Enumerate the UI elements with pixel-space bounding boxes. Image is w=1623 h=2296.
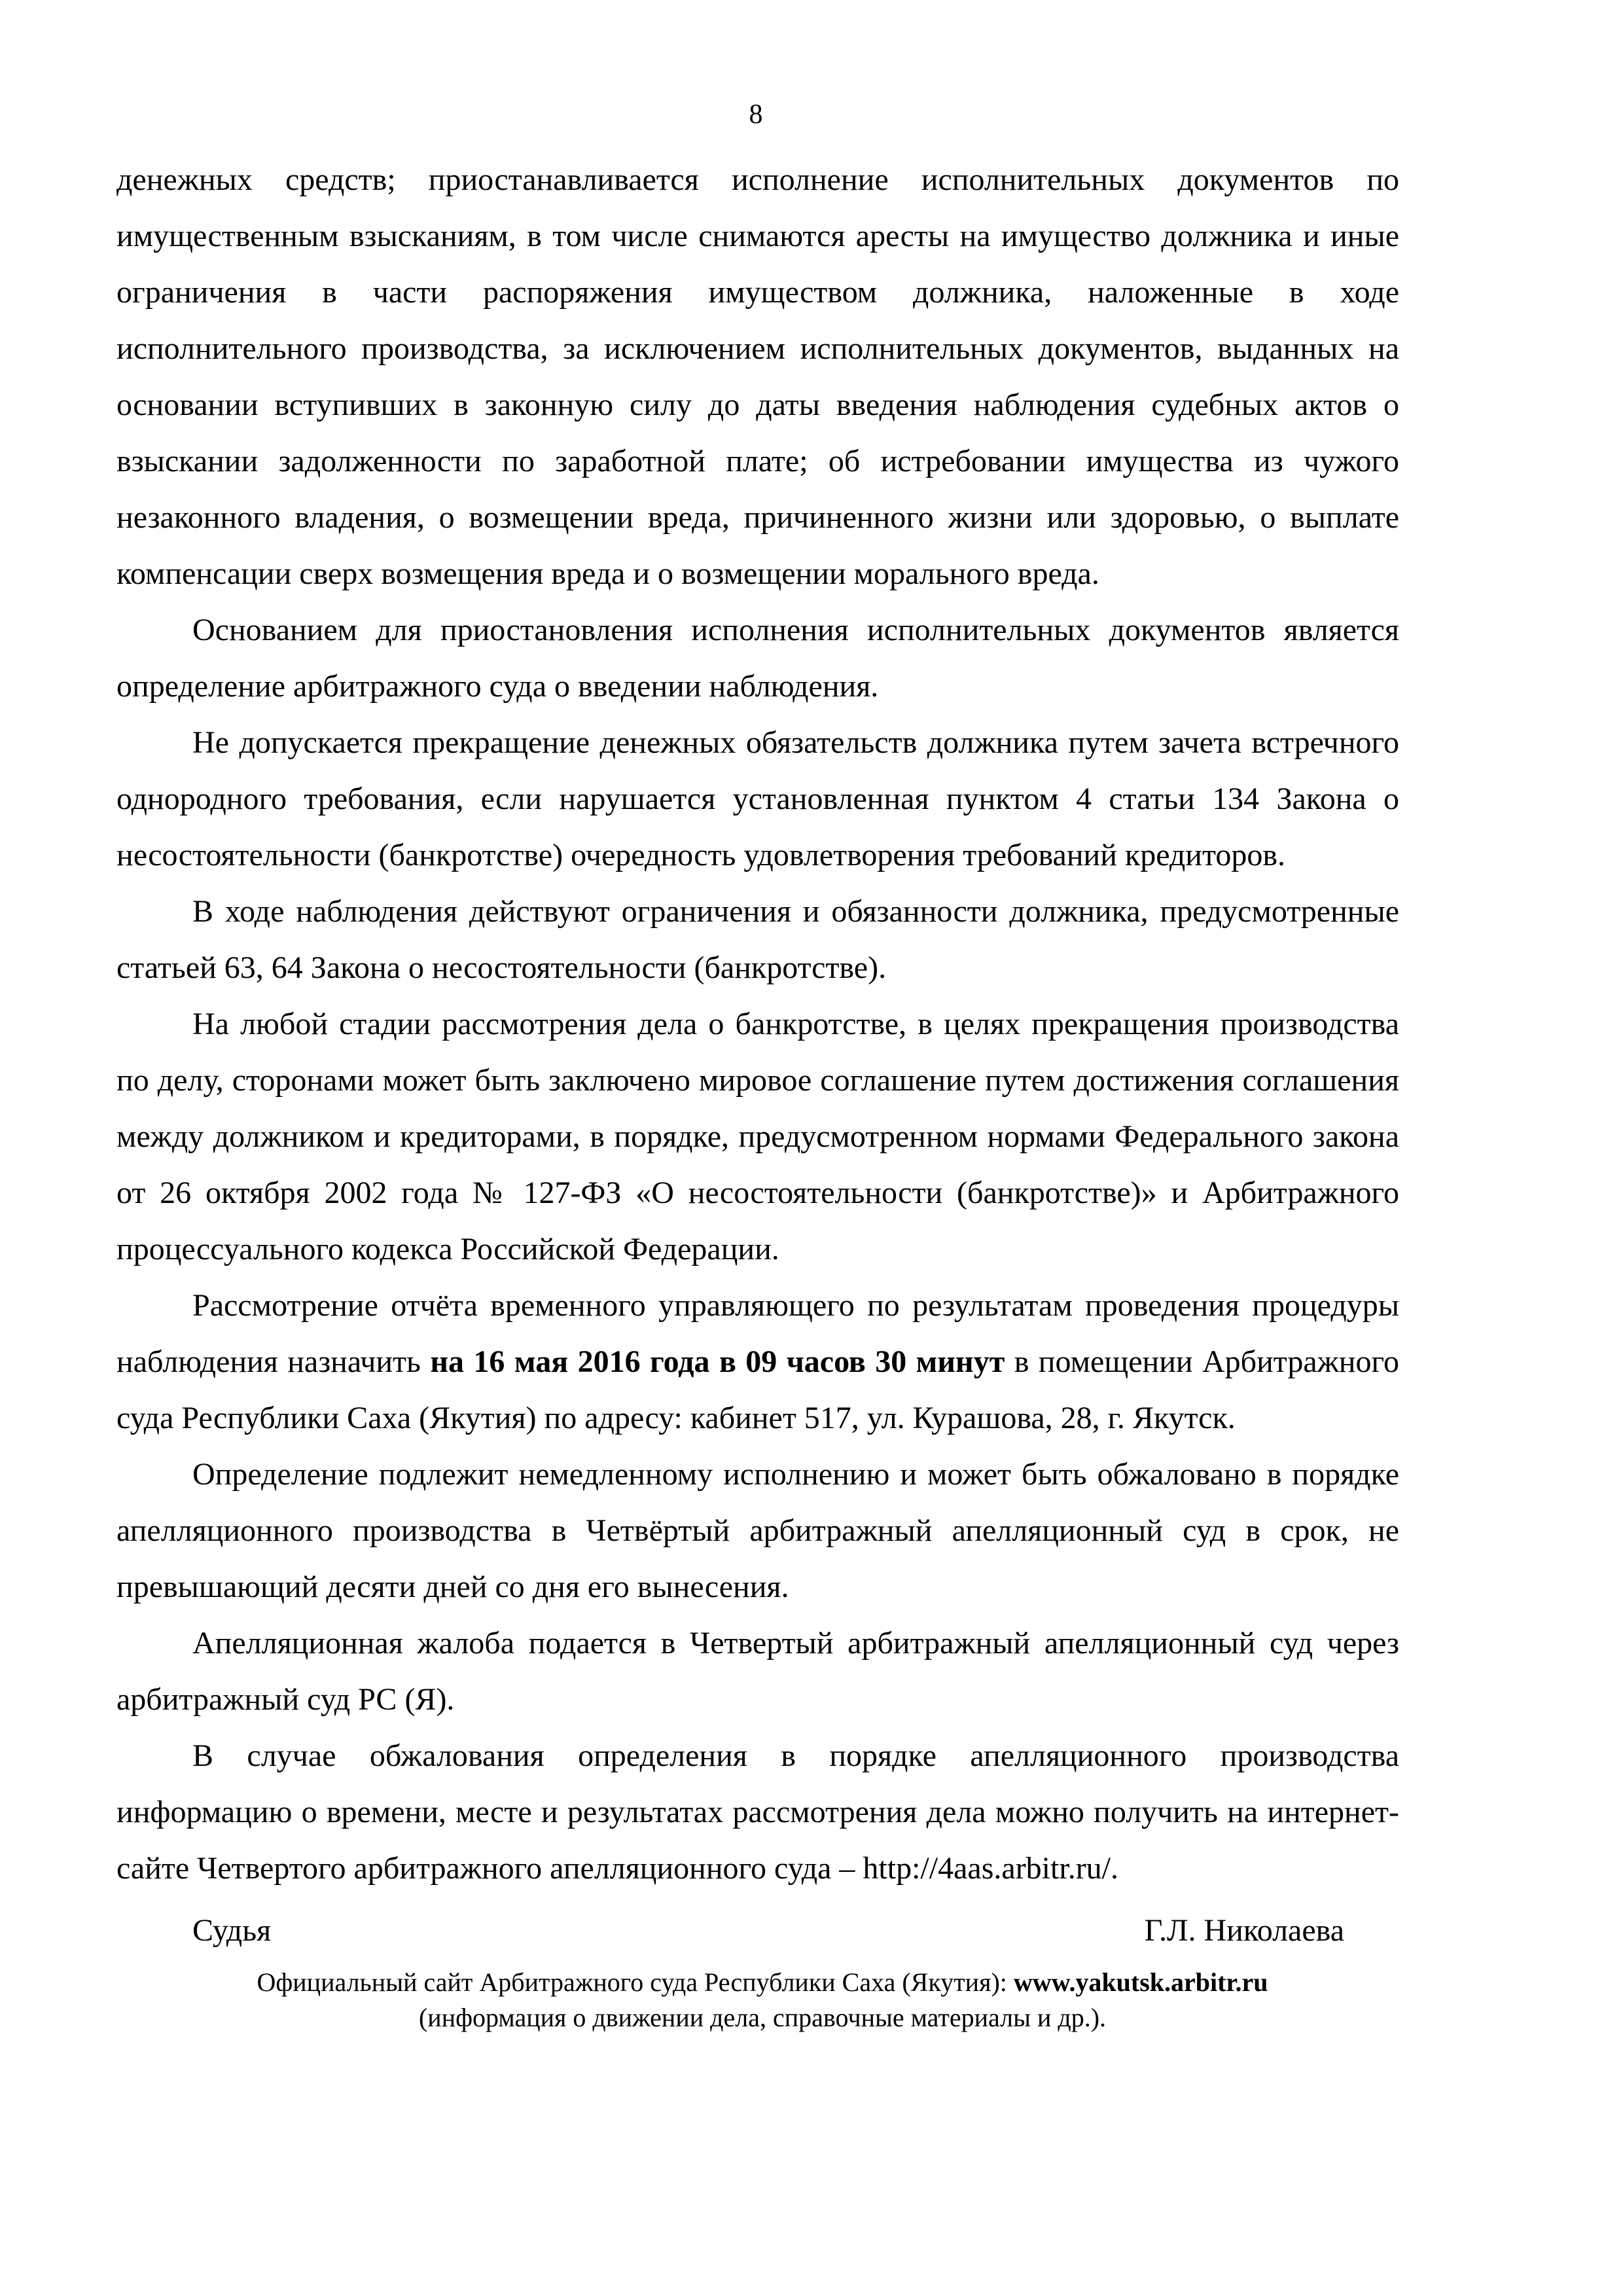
paragraph-appeal-terms: Определение подлежит немедленному исполнению и может быть обжаловано в порядке апелляционного производства в Четвёртый арбитражный апелляционный суд в срок, не превышающий десяти дней со дня его вынесения.	[116, 1457, 1399, 1604]
paragraph-suspension-basis: Основанием для приостановления исполнения исполнительных документов является определение арбитражного суда о введении наблюдения.	[116, 613, 1399, 704]
paragraph-offset-prohibition: Не допускается прекращение денежных обязательств должника путем зачета встречного однородного требования, если нарушается установленная пунктом 4 статьи 134 Закона о несостоятельности (банкротстве) очередность удовлетворения требований кредиторов.	[116, 725, 1399, 872]
paragraph-appeal-info: В случае обжалования определения в порядке апелляционного производства информацию о времени, месте и результатах рассмотрения дела можно получить на интернет-сайте Четвертого арбитражного апелляционного суда – http://4aas.arbitr.ru/.	[116, 1738, 1399, 1886]
hearing-text-before: Рассмотрение отчёта временного управляющего по результатам проведения процедуры наблюдения назначить	[116, 1288, 1399, 1379]
footer-site-label: Официальный сайт Арбитражного суда Республики Саха (Якутия):	[257, 1967, 1014, 1997]
footer-website-link[interactable]: www.yakutsk.arbitr.ru	[1013, 1967, 1268, 1997]
footer-line-2: (информация о движении дела, справочные материалы и др.).	[418, 2003, 1107, 2032]
hearing-text-after: в помещении Арбитражного суда Республики Саха (Якутия) по адресу: кабинет 517, ул. Курашова, 28, г. Якутск.	[116, 1344, 1399, 1435]
footer-line-1	[0, 1965, 1525, 2000]
hearing-datetime: на 16 мая 2016 года в 09 часов 30 минут	[430, 1344, 1005, 1379]
paragraph-hearing-schedule	[116, 1278, 1399, 1446]
judge-name: Г.Л. Николаева	[1144, 1913, 1344, 1948]
paragraph-settlement: На любой стадии рассмотрения дела о банкротстве, в целях прекращения производства по делу, сторонами может быть заключено мировое соглашение путем достижения соглашения между должником и кредиторами, в порядке, предусмотренном нормами Федерального закона от 26 октября 2002 года № 127-ФЗ «О несостоятельности (банкротстве)» и Арбитражного процессуального кодекса Российской Федерации.	[116, 1007, 1399, 1266]
judge-title: Судья	[192, 1913, 272, 1948]
footer	[0, 1965, 1525, 2036]
document-body	[116, 152, 1399, 1897]
paragraph-debtor-restrictions: В ходе наблюдения действуют ограничения и обязанности должника, предусмотренные статьей 63, 64 Закона о несостоятельности (банкротстве).	[116, 894, 1399, 985]
page-number: 8	[749, 99, 763, 130]
paragraph-continuation: денежных средств; приостанавливается исполнение исполнительных документов по имущественным взысканиям, в том числе снимаются аресты на имущество должника и иные ограничения в части распоряжения имуществом должника, наложенные в ходе исполнительного производства, за исключением исполнительных документов, выданных на основании вступивших в законную силу до даты введения наблюдения судебных актов о взыскании задолженности по заработной плате; об истребовании имущества из чужого незаконного владения, о возмещении вреда, причиненного жизни или здоровью, о выплате компенсации сверх возмещения вреда и о возмещении морального вреда.	[116, 162, 1399, 591]
paragraph-appeal-filing: Апелляционная жалоба подается в Четвертый арбитражный апелляционный суд через арбитражный суд РС (Я).	[116, 1626, 1399, 1717]
